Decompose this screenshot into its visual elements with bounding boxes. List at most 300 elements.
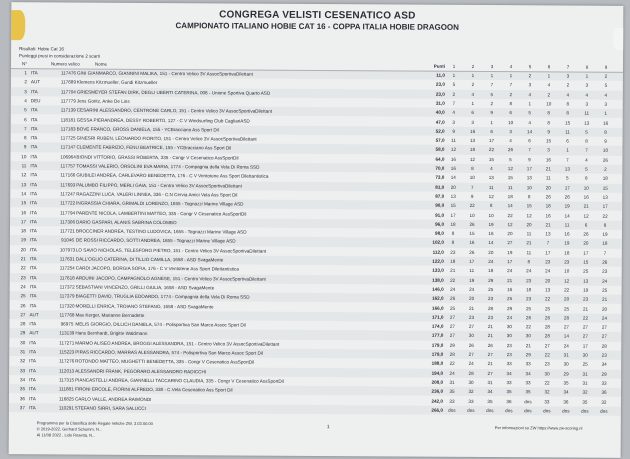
row-race-score: 17 [545,250,551,256]
row-race-score: 36 [563,399,569,405]
row-sail-number: 118181 [60,116,76,123]
row-sail-number: 117183 [60,126,76,132]
row-sail-number: 117306 [60,219,76,225]
row-sail-number: 117247 [60,191,76,197]
row-race-score: 2 [604,166,607,172]
row-race-score: 8 [603,222,607,228]
row-race-score: 32 [582,389,588,395]
row-race-score: 27 [582,324,588,330]
row-nation: ITA [29,284,37,290]
row-race-score: 7 [490,82,494,88]
row-nation: ITA [30,88,38,94]
row-race-score: 6 [584,222,588,228]
row-race-score: 25 [583,268,589,274]
row-race-score: 24 [526,268,532,274]
row-crew: GRIESMEYER STEFAN DIRK, DEGLI UBERTI CATERINA, 008 - Unione Sportiva Quarto ASD [76,89,271,96]
row-race-score: 16 [470,128,476,134]
row-points: 242,0 [431,398,443,404]
row-nation: ITA [29,321,37,327]
row-nation: ITA [30,107,38,113]
row-race-score: 23 [545,259,551,265]
row-race-score: 12 [469,156,476,162]
row-race-score: 1 [452,72,456,78]
row-race-score: 20 [583,241,589,247]
row-nation: ITA [30,219,37,225]
row-race-score: 1 [585,73,589,79]
row-points: 179,0 [431,342,444,348]
row-race-score: 27 [449,323,455,329]
row-position: 35 [19,386,26,392]
row-race-score: 14 [507,203,513,209]
row-nation: ITA [29,302,37,308]
row-race-score: 31 [487,379,493,385]
row-race-score: 21 [487,333,493,339]
row-race-score: 16 [450,165,456,171]
row-position: 19 [20,237,26,243]
row-race-score: 22 [449,361,455,367]
footer-date: Al 11/08 2022 , Lido Rosetta, N... [36,432,96,438]
row-race-score: 34 [525,370,531,376]
row-race-score: 23 [602,269,608,275]
row-race-score: dns [467,407,475,413]
row-race-score: 25 [582,361,588,367]
row-race-score: 5 [452,82,456,88]
row-race-score: 24 [469,286,475,292]
row-crew: GIUBILEI ANDREA, CARLEVARO BENEDETTA, 176 - C V Ventotene Ass Sport Dilettantistica [76,172,269,180]
footer-software: Programma per la Classifica delle Regate Veliche ZW, 3.03.00.00 [36,420,153,427]
row-sail-number: 117721 [59,228,76,234]
row-race-score: 24 [563,343,569,349]
row-race-score: dns [505,407,513,414]
row-race-score: 10 [564,268,570,274]
row-race-score: 15 [583,259,589,265]
row-race-score: 25 [525,305,532,311]
row-nation: ITA [28,395,36,401]
row-crew: PARENTE NICOLA, LAMBERTINI MATTEO, 335 - Congr V Cesenatico AssSportDil [76,210,247,217]
row-race-score: 23 [526,296,532,302]
row-points: 174,0 [431,323,444,329]
row-position: 26 [20,302,26,308]
row-race-score: 19 [583,287,589,293]
row-race-score: 27 [563,324,569,330]
row-race-score: 15 [565,120,571,126]
row-race-score: 11 [451,137,456,143]
row-race-score: 10 [469,212,475,218]
row-nation: ITA [29,377,36,383]
row-race-score: 35 [449,389,455,395]
row-points: 73,0 [435,175,445,181]
row-points: 11,0 [436,72,445,78]
page-number: 1 [326,424,330,431]
row-race-score: 21 [468,305,475,311]
row-race-score: 36 [601,389,607,395]
row-race-score: 16 [507,287,513,293]
row-race-score: 9 [470,193,474,199]
row-race-score: 21 [545,166,551,172]
row-race-score: 27 [468,351,474,357]
row-crew: DE ROSSI RICCARDO, SOTTI ANDREA, 1655 - Tognazzi Marine Village ASD [75,237,236,244]
row-race-score: dns [486,407,494,413]
row-race-score: 33 [544,398,550,404]
header-sail: Numero velico [50,61,80,67]
row-race-score: 29 [506,305,513,311]
row-position: 3 [24,88,27,94]
row-sail-number: 111881 [59,386,74,392]
row-nation: ITA [29,246,37,252]
row-points: 122,0 [432,258,444,264]
row-race-score: 28 [544,333,550,339]
row-sail-number: 110291 [58,405,74,411]
row-crew: PIANCASTELLI ANDREA, GIANNELLI TACCARINO CLAUDIA, 335 - Congr V Cesenatico AssSportDil [75,377,284,384]
row-race-score: 9 [490,110,494,116]
row-race-score: 30 [582,352,588,358]
row-race-score: 6 [566,138,569,144]
row-position: 18 [20,228,27,234]
row-race-score: 22 [450,277,456,283]
row-race-score: 33 [525,380,531,386]
row-race-score: 15 [507,175,513,181]
row-nation: ITA [29,367,36,373]
row-position: 12 [21,172,27,178]
row-race-score: 15 [526,203,532,209]
row-crew: MARMO ALISEO ANDREA, BROGGI ALESSANDRA, 151 - Centro Velico 3V AssocSportivaDilettant [75,340,280,347]
row-crew: Hans Bernhardt, Brigitte Waldmann [75,330,148,337]
row-points: 208,0 [431,379,444,385]
row-race-score: 8 [527,259,531,265]
row-position: 11 [21,163,27,169]
row-race-score: 18 [602,176,608,182]
row-race-score: 23 [601,352,607,358]
row-race-score: 22 [507,212,513,218]
row-race-score: 12 [564,278,570,284]
row-race-score: 4 [509,138,512,144]
row-sail-number: 117618 [59,275,75,281]
row-crew: CARLO VALLE, ANDREA RAIMONDI [74,396,152,402]
row-crew: RAGAZZINI LUCA, VALERI LINNEA, 336 - C.N Cervia Amici Vela Ass Sport Dil [76,191,238,198]
row-race-score: 27 [507,240,513,246]
row-crew: ALESSANDRI FRANK, PEGORARO ALESSANDRO RADICCHI [75,368,207,374]
header-race: 6 [547,64,551,70]
row-sail-number: 117147 [60,144,76,150]
row-crew: Max Kerger, Marianne Bernadette [75,312,145,318]
row-race-score: 27 [468,324,474,330]
row-race-score: 17 [602,203,608,209]
header-race: 9 [604,64,608,70]
row-race-score: 21 [602,296,608,302]
row-position: 16 [20,209,27,215]
row-race-score: 4 [528,91,532,97]
row-race-score: 24 [488,259,494,265]
row-race-score: 16 [469,240,475,246]
row-race-score: 19 [564,203,570,209]
row-race-score: 31 [449,379,455,385]
row-race-score: dns [543,408,551,414]
row-race-score: 18 [469,147,476,153]
row-race-score: 29 [449,342,455,348]
row-race-score: 31 [563,352,569,358]
row-race-score: 13 [526,175,532,181]
row-race-score: 19 [469,277,475,283]
row-crew: DALL'OGLIO CATERINA, DI TILLIO CAMILLA, 1658 - ASD SvagaMente [75,256,224,263]
row-race-score: 29 [563,371,569,377]
row-race-score: 35 [506,389,512,395]
row-sail-number: 117722 [60,200,76,206]
row-points: 64,0 [435,156,445,162]
footer-copyright: © 2019-2022, Gerhard Schumm, N... [36,426,103,432]
row-race-score: 24 [450,286,456,292]
row-points: 96,0 [435,221,445,227]
row-race-score: 31 [582,371,588,377]
row-race-score: 24 [468,361,474,367]
row-race-score: 3 [471,119,474,125]
row-race-score: 14 [450,175,456,181]
row-race-score: 18 [602,241,608,247]
row-race-score: 34 [506,370,512,376]
row-race-score: 27 [601,324,607,330]
row-race-score: 16 [603,120,609,126]
header-race: 8 [585,64,589,70]
header-race: 3 [490,64,494,70]
row-race-score: 15 [469,231,475,237]
row-race-score: 4 [585,92,589,98]
row-points: 194,0 [431,370,444,376]
row-race-score: 18 [564,250,570,256]
row-points: 52,0 [435,128,445,134]
row-race-score: 13 [564,166,570,172]
row-race-score: 7 [509,82,513,88]
row-race-score: 11 [488,184,494,190]
row-nation: ITA [29,265,37,271]
row-points: 90,0 [435,202,445,208]
row-race-score: 9 [604,138,607,144]
row-race-score: 21 [582,306,589,312]
row-race-score: 32 [468,389,474,395]
row-race-score: 24 [449,370,455,376]
row-race-score: 24 [601,315,608,321]
row-sail-number: 117139 [60,107,76,113]
row-race-score: 26 [469,221,475,227]
row-race-score: 10 [602,148,609,154]
row-position: 30 [20,339,26,345]
row-race-score: 20 [545,184,551,191]
row-race-score: 30 [468,333,474,339]
row-race-score: 2 [547,92,551,98]
row-race-score: 27 [601,334,607,340]
row-sail-number: 117166 [60,172,76,178]
row-race-score: 26 [544,315,551,321]
footer-info: Per informazioni su ZW https://www.zw-scoring.nl [494,425,583,431]
row-position: 25 [20,293,26,299]
row-race-score: 3 [566,73,570,79]
row-sail-number: 117757 [60,163,76,169]
row-race-score: 12 [450,147,457,153]
row-race-score: 26 [468,342,474,348]
row-points: 166,0 [432,305,444,311]
row-sail-number: 117476 [60,70,76,76]
row-race-score: 24 [545,268,551,274]
row-position: 28 [20,321,26,327]
row-race-score: 23 [526,277,532,283]
row-crew: INGRASSIA CHIARA, GRIMALDI LORENZO, 1655 - Tognazzi Marine Village ASD [76,200,244,207]
row-race-score: 13 [469,138,476,144]
row-crew: ARDUINI JACOPO, CAMPAGNOLO AGNESE, 151 - Centro Velico 3V AssocSportivaDilettant [75,275,266,282]
row-race-score: 27 [544,343,550,349]
row-sail-number: 117725 [60,135,76,141]
row-crew: BROCCINER ANDREA, TESTINO LUDOVICA, 1655 - Tognazzi Marine Village ASD [75,228,247,235]
row-race-score: 20 [564,296,570,302]
row-race-score: 16 [488,231,494,237]
row-race-score: 4 [604,92,608,98]
row-points: 102,0 [432,240,444,246]
row-race-score: 5 [566,175,569,181]
row-nation: AUT [29,312,39,318]
row-race-score: 33 [525,361,531,367]
row-position: 21 [20,256,26,262]
row-sail-number: 117315 [59,377,75,383]
row-race-score: 35 [582,399,588,405]
row-race-score: 23 [506,352,512,358]
row-position: 4 [24,98,27,104]
row-race-score: 10 [469,175,475,181]
row-sail-number: 117372 [59,284,75,290]
row-race-score: 13 [602,194,608,200]
row-race-score: 19 [488,221,494,227]
row-position: 7 [24,126,27,132]
row-race-score: 12 [526,212,532,218]
row-points: 91,0 [435,212,445,218]
row-race-score: 6 [509,110,513,116]
row-race-score: 20 [507,231,513,237]
row-race-score: 26 [602,157,609,163]
row-points: 138,0 [432,277,444,283]
row-position: 17 [20,218,27,225]
row-race-score: 35 [487,398,493,404]
row-race-score: 30 [544,370,550,377]
row-points: 23,0 [435,82,445,88]
row-race-score: 27 [449,314,456,320]
row-race-score: 19 [507,249,513,255]
row-race-score: 28 [487,305,494,311]
row-race-score: 10 [508,119,514,125]
row-race-score: 26 [469,249,475,255]
row-race-score: 30 [525,333,531,339]
row-crew: BIAGETTI DAVID, TRUGLIA EDOARDO, 1774 - Compagnia della Vela Di Roma SSD [75,293,250,300]
row-crew: BOVE FRANCO, GROSS DANIELA, 155 - YCBracciano Ass Sport Dil [76,126,219,133]
row-race-score: 3 [547,147,550,153]
row-race-score: 23 [468,314,475,320]
row-race-score: 14 [563,333,569,339]
row-crew: DARIO GASPARI, ALANIS SABRINA COLOMBO [76,219,177,225]
row-crew: PALUMBO FILIPPO, MERLI GAIA, 151 - Centro Velico 3V AssocSportivaDilettant [76,182,242,189]
row-points: 171,0 [431,314,444,320]
row-race-score: 18 [450,258,456,264]
row-race-score: dns [524,398,532,404]
row-position: 31 [20,349,26,355]
row-race-score: 26 [507,147,514,153]
row-race-score: 5 [490,91,494,97]
row-race-score: 1 [490,73,494,79]
row-race-score: 22 [525,324,531,330]
row-race-score: 20 [526,222,532,228]
row-race-score: 10 [526,184,532,190]
row-position: 6 [24,116,27,122]
row-race-score: 7 [603,250,607,256]
row-race-score: 4 [471,91,475,97]
row-race-score: 18 [488,268,494,274]
row-race-score: 22 [602,213,608,219]
row-crew: GINESRI RUBEN, LEONARDO FIORITO, 151 - Centro Velico 3V AssocSportivaDilettant [76,135,257,142]
row-race-score: 26 [545,194,551,200]
row-position: 29 [20,330,26,336]
row-crew: CLEMENTE FABRIZIO, FENU BEATRICE, 155 - YCBracciano Ass Sport Dil [76,144,232,151]
row-race-score: 24 [506,314,513,320]
row-race-score: 3 [604,101,608,107]
row-race-score: 3 [509,128,512,134]
row-race-score: 11 [564,222,570,228]
row-position: 2 [24,79,27,85]
row-sail-number: 117271 [59,340,75,346]
row-race-score: 9 [452,128,455,134]
row-nation: ITA [29,293,37,299]
row-race-score: 20 [469,296,475,302]
row-race-score: 21 [525,342,531,349]
row-sail-number: 117693 [60,182,76,188]
row-race-score: 7 [546,240,550,246]
row-race-score: 17 [450,212,456,218]
row-position: 37 [19,404,25,411]
row-race-score: 30 [506,333,512,339]
row-race-score: 1 [566,147,569,153]
row-crew: CARDI JACOPO, BORGIA SOFIA, 176 - C V Ventotene Ass Sport Dilettantistica [75,265,239,272]
row-race-score: 36 [506,398,512,404]
row-sail-number: 117779 [60,98,76,104]
row-position: 14 [21,191,27,197]
row-crew: PIRAS RICCARDO, MARRAS ALESSANDRA, 574 - Polisportiva San Marco Assoc Sport Dil [75,349,263,356]
header-points: Punti [433,63,446,69]
row-race-score: 3 [585,82,589,88]
row-race-score: 28 [544,324,550,330]
row-race-score: 11 [545,175,551,181]
row-nation: ITA [30,172,38,178]
row-points: 31,0 [435,100,445,106]
row-race-score: 26 [525,315,532,321]
row-points: 98,0 [435,230,444,236]
row-race-score: 8 [527,194,531,200]
row-race-score: 16 [545,157,552,163]
row-race-score: 14 [564,213,570,219]
row-nation: ITA [30,191,38,197]
row-race-score: 21 [526,240,532,246]
row-race-score: 22 [488,147,495,153]
row-position: 1 [24,70,27,76]
club-title: CONGREGA VELISTI CESENATICO ASD [219,9,416,22]
row-nation: ITA [29,358,37,364]
row-points: 236,0 [431,388,444,394]
row-race-score: 11 [584,110,590,116]
row-nation: ITA [29,349,37,355]
row-race-score: 20 [488,249,494,255]
row-race-score: 22 [582,315,589,321]
row-race-score: 24 [602,278,608,284]
row-nation: ITA [30,209,37,215]
row-race-score: 17 [469,258,475,264]
row-race-score: 8 [451,240,455,246]
row-race-score: 4 [585,157,588,163]
row-race-score: 20 [545,277,551,284]
row-position: 23 [20,274,26,280]
row-sail-number: 117276 [59,358,75,364]
row-race-score: 28 [468,370,474,376]
